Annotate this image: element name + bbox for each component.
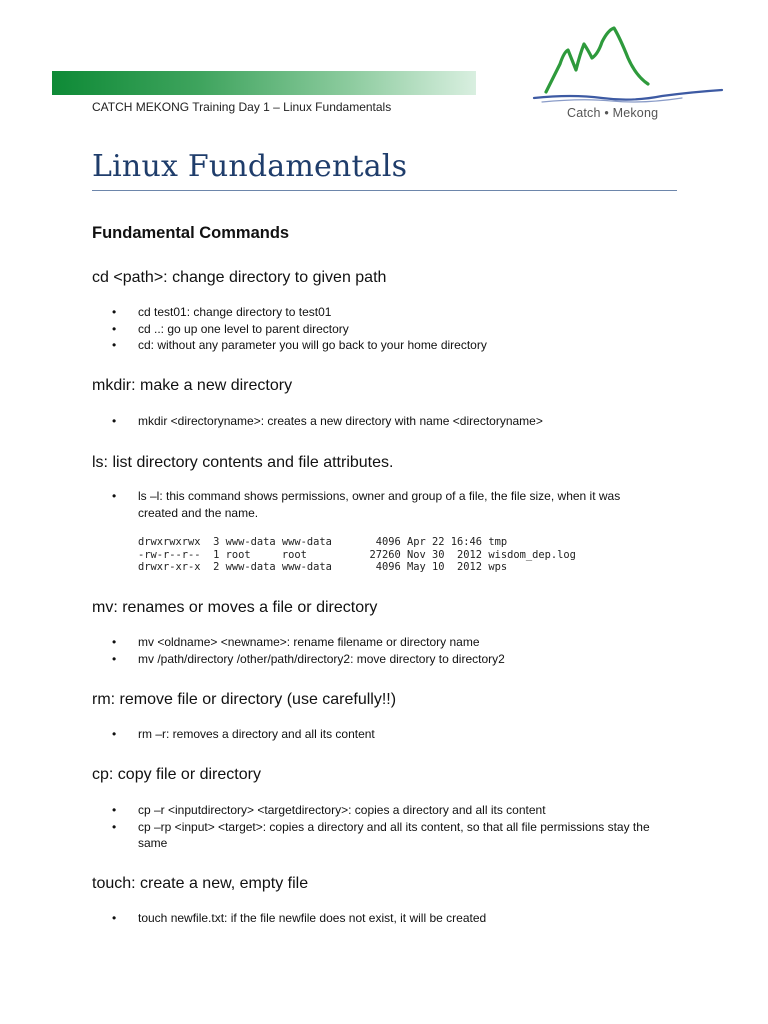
list-item: • cd test01: change directory to test01 — [110, 304, 680, 321]
title-rule — [92, 190, 677, 191]
rm-heading: rm: remove file or directory (use carefully!!) — [92, 691, 397, 708]
list-item: • mv <oldname> <newname>: rename filename or directory name — [110, 634, 680, 651]
touch-list — [110, 910, 680, 927]
cd-heading: cd <path>: change directory to given path — [92, 269, 387, 286]
mkdir-heading: mkdir: make a new directory — [92, 377, 293, 394]
header-gradient-bar — [52, 71, 476, 95]
list-item: • touch newfile.txt: if the file newfile does not exist, it will be created — [110, 910, 680, 927]
mv-list — [110, 634, 680, 667]
list-item: • rm –r: removes a directory and all its content — [110, 726, 680, 743]
section-title: Fundamental Commands — [92, 224, 290, 242]
cd-list — [110, 304, 680, 354]
ls-list — [110, 488, 655, 521]
cp-heading: cp: copy file or directory — [92, 766, 261, 783]
mv-heading: mv: renames or moves a file or directory — [92, 599, 378, 616]
list-item: • mkdir <directoryname>: creates a new directory with name <directoryname> — [110, 413, 680, 430]
list-item: • cd: without any parameter you will go back to your home directory — [110, 337, 680, 354]
logo-label: Catch • Mekong — [567, 106, 659, 120]
header-doc-title: CATCH MEKONG Training Day 1 – Linux Fundamentals — [92, 100, 392, 114]
list-item: • ls –l: this command shows permissions, owner and group of a file, the file size, when it was created and the name. — [110, 488, 655, 521]
touch-heading: touch: create a new, empty file — [92, 875, 309, 892]
ls-output-line: drwxr-xr-x 2 www-data www-data 4096 May 10 2012 wps — [138, 561, 508, 573]
page-title: Linux Fundamentals — [92, 149, 408, 184]
ls-output-line: -rw-r--r-- 1 root root 27260 Nov 30 2012 wisdom_dep.log — [138, 548, 576, 561]
mkdir-list — [110, 413, 680, 430]
list-item: • cp –r <inputdirectory> <targetdirectory>: copies a directory and all its content — [110, 802, 675, 819]
ls-output-block — [138, 536, 576, 574]
list-item: • cd ..: go up one level to parent directory — [110, 321, 680, 338]
rm-list — [110, 726, 680, 743]
list-item: • mv /path/directory /other/path/directory2: move directory to directory2 — [110, 651, 680, 668]
list-item: • cp –rp <input> <target>: copies a directory and all its content, so that all file permissions stay the same — [110, 819, 675, 852]
ls-output-line: drwxrwxrwx 3 www-data www-data 4096 Apr 22 16:46 tmp — [138, 536, 508, 548]
cp-list — [110, 802, 675, 852]
ls-heading: ls: list directory contents and file attributes. — [92, 454, 394, 471]
